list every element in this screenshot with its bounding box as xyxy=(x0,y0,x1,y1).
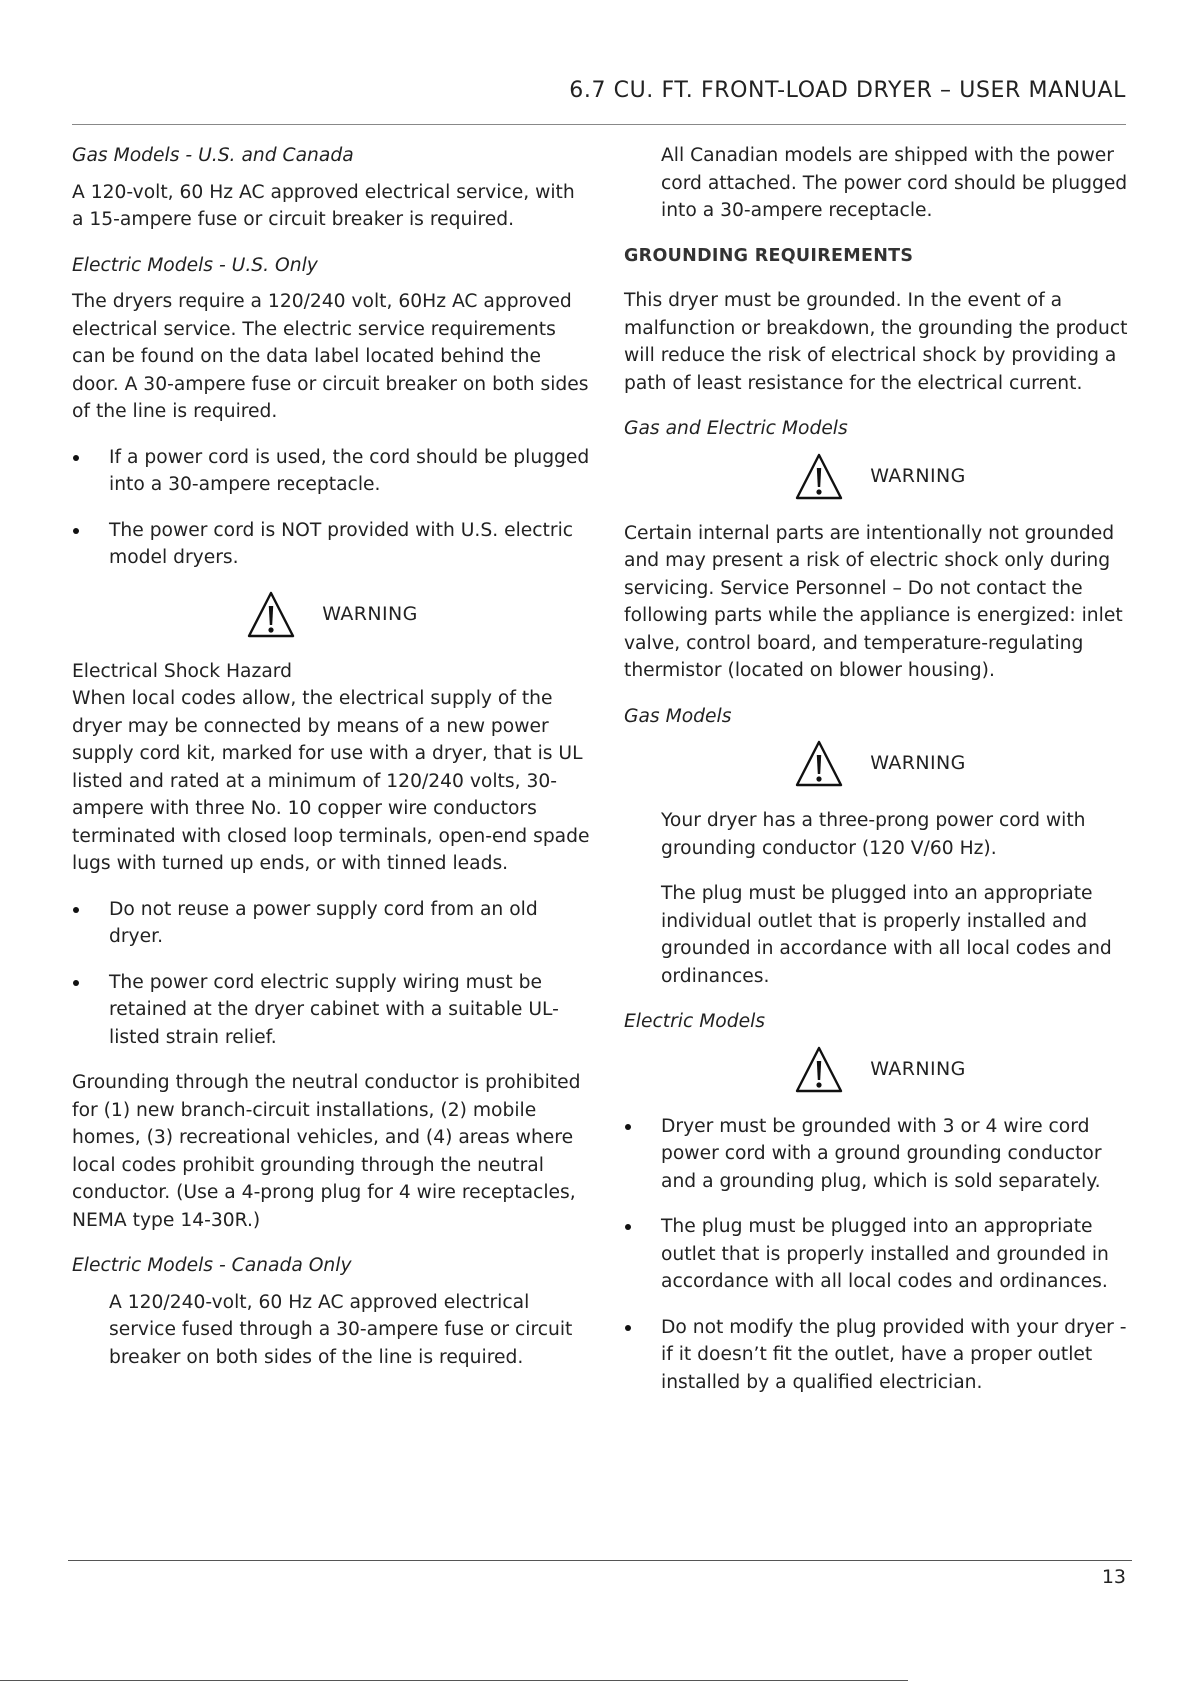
shock-hazard-text: When local codes allow, the electrical supply of the dryer may be connected by means of a new power supply cord kit, marked for use with a dryer, that is UL listed and rated at a minimum of 120/240 volts, 30-ampere with three No. 10 copper wire conductors terminated with closed loop terminals, open-end spade lugs with turned up ends, or with tinned leads. xyxy=(72,688,590,874)
shock-hazard-heading: Electrical Shock Hazard xyxy=(72,660,292,682)
list-item: The power cord electric supply wiring must be retained at the dryer cabinet with a suitable UL-listed strain relief. xyxy=(72,969,592,1052)
footer-divider xyxy=(68,1560,1132,1561)
list-item: The power cord is NOT provided with U.S. electric model dryers. xyxy=(72,517,592,572)
shock-hazard-bullets xyxy=(72,896,592,1052)
bullet-icon xyxy=(73,907,79,913)
electric-models-heading: Electric Models xyxy=(624,1011,766,1032)
header-divider xyxy=(72,124,1126,125)
gas-us-canada-heading: Gas Models - U.S. and Canada xyxy=(72,145,354,166)
electric-us-text: The dryers require a 120/240 volt, 60Hz AC approved electrical service. The electric service requirements can be found on the data label located behind the door. A 30-ampere fuse or circuit breaker on both sides of the line is required. xyxy=(72,291,589,422)
electric-models-bullets xyxy=(624,1113,1136,1397)
warning-block xyxy=(624,739,1136,789)
right-column xyxy=(624,142,1136,1414)
left-column xyxy=(72,142,592,1389)
list-item: Do not reuse a power supply cord from an old dryer. xyxy=(72,896,592,951)
grounding-requirements-heading: GROUNDING REQUIREMENTS xyxy=(624,245,914,266)
warning-triangle-icon xyxy=(794,452,844,502)
gas-models-text-2: The plug must be plugged into an appropriate individual outlet that is properly installed and grounded in accordance with all local codes and ordinances. xyxy=(661,883,1112,987)
warning-block xyxy=(72,590,592,640)
gas-electric-text: Certain internal parts are intentionally not grounded and may present a risk of electric shock only during servicing. Service Personnel – Do not contact the following parts while the appliance is energized: inlet valve, control board, and temperature-regulating thermistor (located on blower housing). xyxy=(624,522,1123,681)
gas-models-heading: Gas Models xyxy=(624,705,732,727)
page-edge-line xyxy=(0,1680,908,1681)
warning-label: WARNING xyxy=(870,752,966,775)
bullet-icon xyxy=(625,1224,631,1230)
page-header-title: 6.7 CU. FT. FRONT-LOAD DRYER – USER MANUAL xyxy=(569,78,1126,103)
gas-models-text-1: Your dryer has a three-prong power cord with grounding conductor (120 V/60 Hz). xyxy=(661,810,1086,859)
bullet-icon xyxy=(73,980,79,986)
gas-electric-heading: Gas and Electric Models xyxy=(624,418,848,439)
warning-triangle-icon xyxy=(246,590,296,640)
warning-block xyxy=(624,452,1136,502)
bullet-icon xyxy=(73,455,79,461)
warning-triangle-icon xyxy=(794,739,844,789)
list-item: The plug must be plugged into an appropriate outlet that is properly installed and grounded in accordance with all local codes and ordinances. xyxy=(624,1213,1136,1296)
electric-canada-heading: Electric Models - Canada Only xyxy=(72,1255,352,1276)
bullet-icon xyxy=(625,1325,631,1331)
neutral-conductor-text: Grounding through the neutral conductor is prohibited for (1) new branch-circuit installations, (2) mobile homes, (3) recreational vehicles, and (4) areas where local codes prohibit grounding through the neutral conductor. (Use a 4-prong plug for 4 wire receptacles, NEMA type 14-30R.) xyxy=(72,1072,581,1231)
list-item: Do not modify the plug provided with your dryer - if it doesn’t fit the outlet, have a proper outlet installed by a qualified electrician. xyxy=(624,1314,1136,1397)
bullet-icon xyxy=(625,1124,631,1130)
warning-block xyxy=(624,1045,1136,1095)
bullet-icon xyxy=(73,528,79,534)
warning-label: WARNING xyxy=(870,464,966,487)
page-number: 13 xyxy=(1101,1566,1126,1588)
electric-canada-text: A 120/240-volt, 60 Hz AC approved electrical service fused through a 30-ampere fuse or circuit breaker on both sides of the line is required. xyxy=(109,1291,573,1368)
warning-label: WARNING xyxy=(322,602,418,625)
list-item: If a power cord is used, the cord should be plugged into a 30-ampere receptacle. xyxy=(72,444,592,499)
grounding-requirements-text: This dryer must be grounded. In the event of a malfunction or breakdown, the grounding the product will reduce the risk of electrical shock by providing a path of least resistance for the electrical current. xyxy=(624,290,1128,394)
electric-us-heading: Electric Models - U.S. Only xyxy=(72,254,318,276)
gas-us-canada-text: A 120-volt, 60 Hz AC approved electrical service, with a 15-ampere fuse or circuit breaker is required. xyxy=(72,181,575,230)
list-item: Dryer must be grounded with 3 or 4 wire cord power cord with a ground grounding conductor and a grounding plug, which is sold separately. xyxy=(624,1113,1136,1196)
warning-triangle-icon xyxy=(794,1045,844,1095)
electric-us-bullets xyxy=(72,444,592,572)
canadian-models-text: All Canadian models are shipped with the power cord attached. The power cord should be plugged into a 30-ampere receptacle. xyxy=(661,145,1128,221)
warning-label: WARNING xyxy=(870,1057,966,1080)
